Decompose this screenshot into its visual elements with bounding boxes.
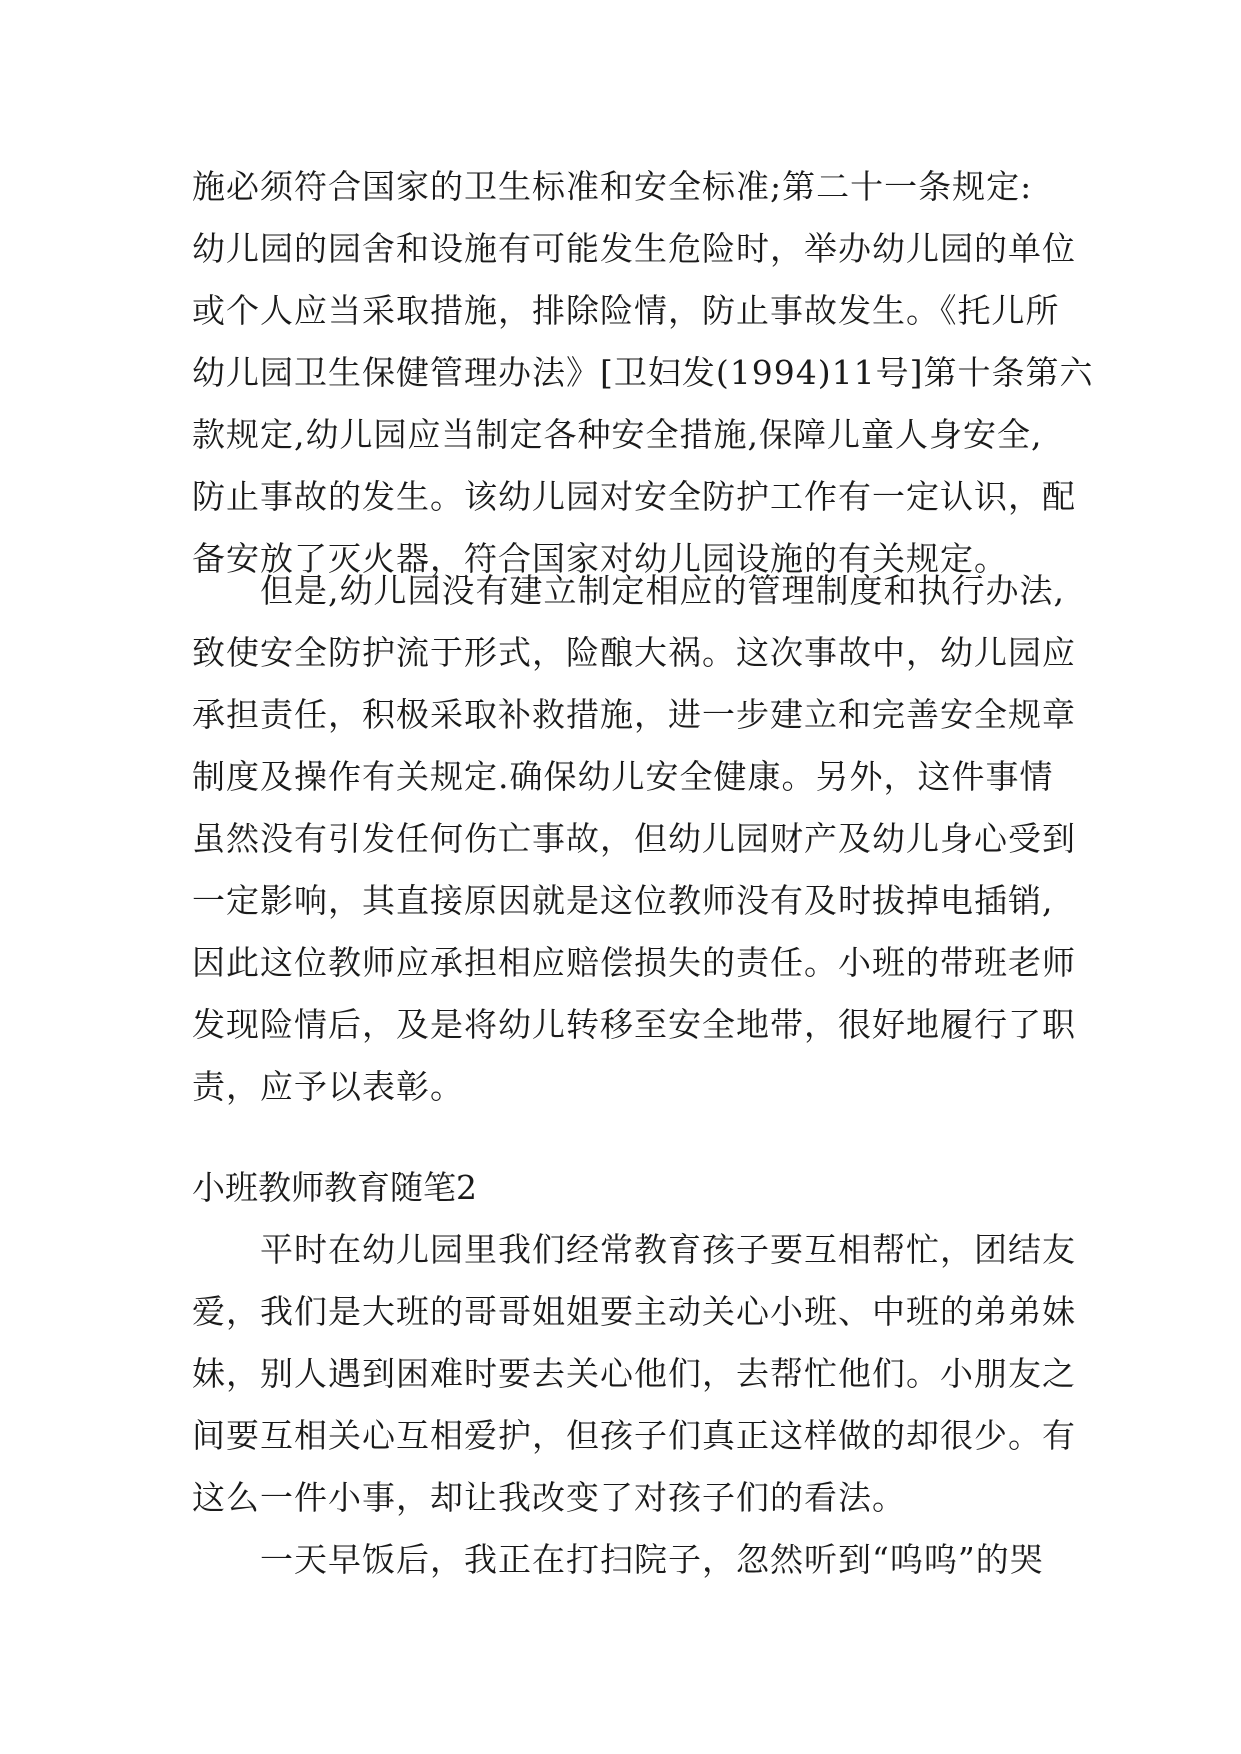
text-line: 施必须符合国家的卫生标准和安全标准;第二十一条规定: <box>192 167 1033 206</box>
paragraph-analysis <box>192 560 1076 1118</box>
text-line: 一天早饭后，我正在打扫院子，忽然听到“呜呜”的哭 <box>260 1540 1044 1579</box>
text-line: 幼儿园的园舍和设施有可能发生危险时，举办幼儿园的单位 <box>192 229 1076 268</box>
paragraph-essay-intro <box>192 1219 1076 1529</box>
text-line: 虽然没有引发任何伤亡事故，但幼儿园财产及幼儿身心受到 <box>192 819 1076 858</box>
paragraph-essay-story <box>192 1529 1052 1591</box>
text-line: 发现险情后，及是将幼儿转移至安全地带，很好地履行了职 <box>192 1005 1076 1044</box>
text-line: 责，应予以表彰。 <box>192 1067 464 1106</box>
text-line: 平时在幼儿园里我们经常教育孩子要互相帮忙，团结友 <box>260 1230 1076 1269</box>
section-heading: 小班教师教育随笔2 <box>192 1168 477 1207</box>
text-line: 防止事故的发生。该幼儿园对安全防护工作有一定认识，配 <box>192 477 1076 516</box>
text-line: 间要互相关心互相爱护，但孩子们真正这样做的却很少。有 <box>192 1416 1076 1455</box>
text-line: 这么一件小事，却让我改变了对孩子们的看法。 <box>192 1478 906 1517</box>
text-line: 制度及操作有关规定.确保幼儿安全健康。另外，这件事情 <box>192 757 1054 796</box>
text-line: 或个人应当采取措施，排除险情，防止事故发生。《托儿所 <box>192 291 1060 330</box>
text-line: 一定影响，其直接原因就是这位教师没有及时拔掉电插销, <box>192 881 1054 920</box>
text-line: 致使安全防护流于形式，险酿大祸。这次事故中，幼儿园应 <box>192 633 1076 672</box>
text-line: 承担责任，积极采取补救措施，进一步建立和完善安全规章 <box>192 695 1076 734</box>
text-line: 因此这位教师应承担相应赔偿损失的责任。小班的带班老师 <box>192 943 1076 982</box>
text-line: 但是,幼儿园没有建立制定相应的管理制度和执行办法, <box>260 571 1065 610</box>
text-line: 备安放了灭火器，符合国家对幼儿园设施的有关规定。 <box>192 539 1008 578</box>
text-line: 妹，别人遇到困难时要去关心他们，去帮忙他们。小朋友之 <box>192 1354 1076 1393</box>
text-line: 爱，我们是大班的哥哥姐姐要主动关心小班、中班的弟弟妹 <box>192 1292 1076 1331</box>
text-line: 款规定,幼儿园应当制定各种安全措施,保障儿童人身安全, <box>192 415 1043 454</box>
paragraph-regulations <box>192 156 1094 590</box>
text-line: 幼儿园卫生保健管理办法》[卫妇发(1994)11号]第十条第六 <box>192 353 1094 392</box>
